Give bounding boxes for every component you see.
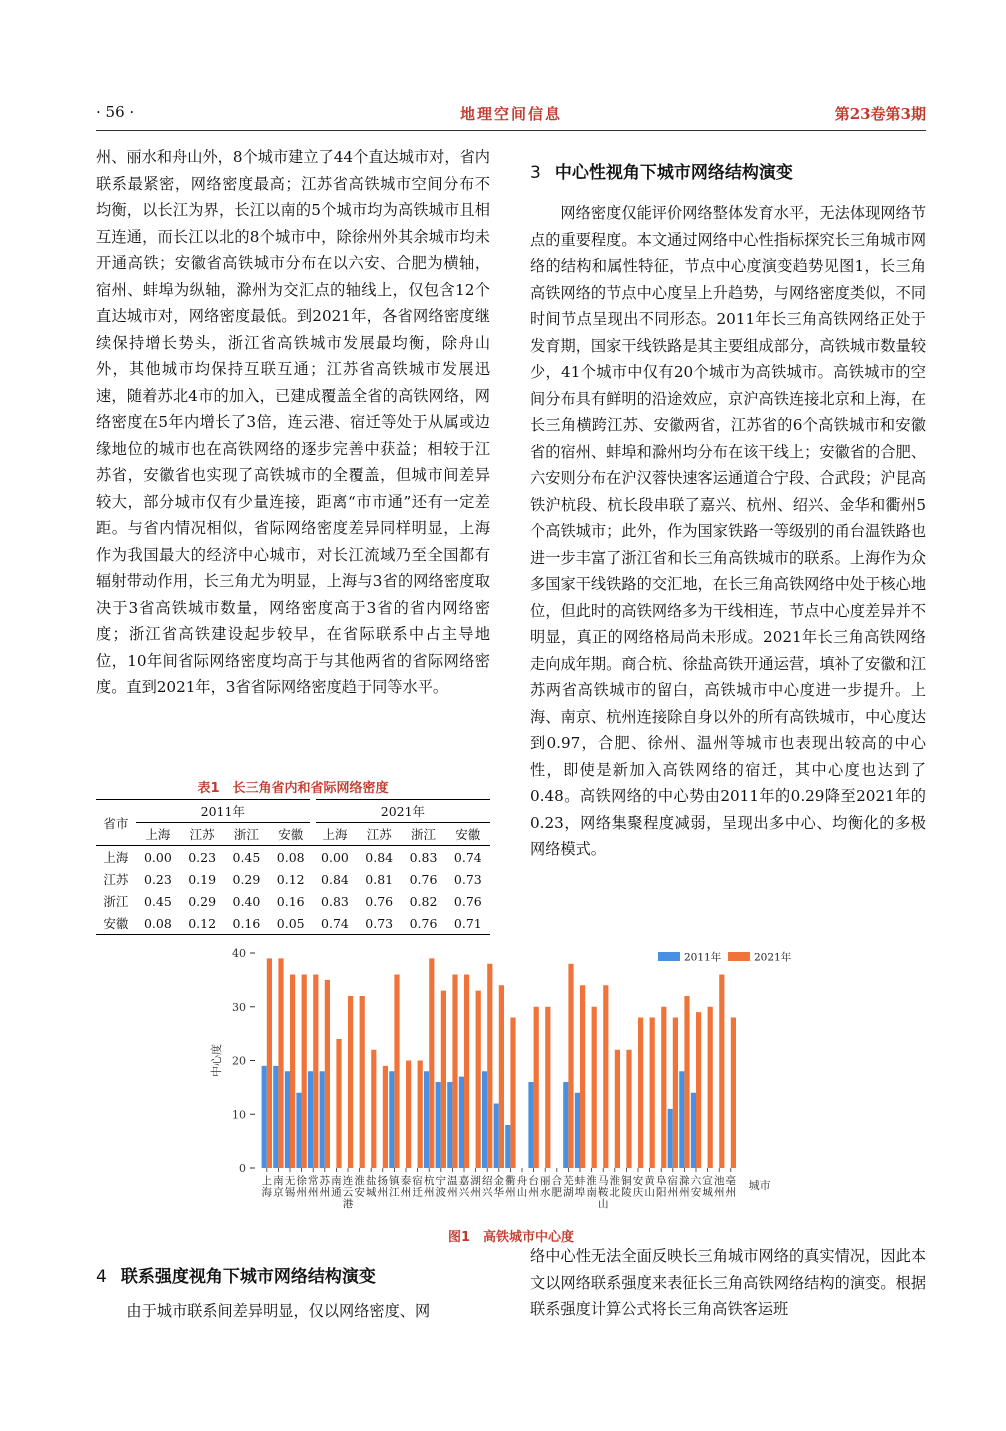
bar-2011 — [679, 1071, 684, 1168]
table-col-header: 上海 — [136, 823, 180, 846]
table-cell: 0.84 — [321, 871, 349, 887]
x-tick-label: 亳 — [725, 1175, 737, 1187]
legend-label: 2021年 — [754, 951, 792, 964]
x-tick-label: 无 — [284, 1175, 296, 1187]
x-tick-label: 山 — [516, 1186, 528, 1199]
table-cell: 0.73 — [453, 871, 482, 887]
x-tick-label: 南 — [331, 1175, 342, 1187]
table-cell: 0.84 — [365, 849, 394, 865]
x-tick-label: 州 — [528, 1186, 539, 1199]
bar-2021 — [394, 975, 399, 1169]
section-3-title: 中心性视角下城市网络结构演变 — [554, 163, 793, 183]
bar-2021 — [441, 991, 446, 1168]
table-col-header: 安徽 — [446, 823, 490, 846]
table-cell: 0.74 — [453, 849, 482, 865]
table-row — [96, 912, 490, 935]
x-tick-label: 州 — [725, 1186, 737, 1199]
x-tick-label: 温 — [447, 1175, 458, 1187]
x-tick-label: 安 — [632, 1175, 644, 1187]
bar-2021 — [278, 958, 283, 1168]
table-cell: 0.76 — [401, 912, 445, 935]
x-tick-label: 埠 — [574, 1186, 586, 1199]
bar-2011 — [494, 1104, 499, 1169]
table-year-2021: 2021年 — [313, 800, 490, 823]
x-tick-label: 州 — [470, 1186, 481, 1199]
x-tick-label: 山 — [597, 1198, 609, 1210]
x-tick-label: 衢 — [505, 1175, 516, 1187]
x-tick-label: 铜 — [621, 1175, 632, 1187]
table-cell: 0.12 — [180, 912, 224, 935]
x-tick-label: 兴 — [458, 1186, 470, 1199]
x-tick-label: 城 — [702, 1186, 713, 1199]
x-tick-label: 通 — [331, 1186, 342, 1199]
x-tick-label: 淮 — [586, 1175, 597, 1187]
bar-2011 — [447, 1082, 452, 1168]
bar-2021 — [731, 1018, 736, 1169]
x-tick-label: 六 — [690, 1175, 702, 1187]
x-tick-label: 海 — [261, 1186, 273, 1199]
x-tick-label: 华 — [493, 1186, 505, 1199]
bar-2021 — [603, 985, 608, 1168]
bar-2021 — [418, 1061, 423, 1169]
bar-2011 — [262, 1066, 267, 1168]
bar-2011 — [436, 1082, 441, 1168]
table-row-label: 上海 — [103, 850, 129, 865]
header-rule — [96, 130, 926, 131]
x-tick-label: 阳 — [655, 1186, 667, 1199]
figure-caption: 图1 高铁城市中心度 — [447, 1230, 575, 1245]
x-tick-label: 马 — [597, 1175, 609, 1187]
x-tick-label: 苏 — [319, 1175, 331, 1187]
bar-2021 — [696, 1012, 701, 1168]
x-tick-label: 连 — [342, 1175, 354, 1187]
bar-2021 — [661, 1007, 666, 1168]
table-col-header: 浙江 — [401, 823, 445, 846]
bar-2021 — [510, 1018, 515, 1169]
right-bottom-paragraph: 络中心性无法全面反映长三角城市网络的真实情况，因此本文以网络联系强度来表征长三角高铁网络结构的演变。根据联系强度计算公式将长三角高铁客运班 — [530, 1247, 926, 1318]
y-tick-label: 40 — [232, 947, 246, 960]
left-paragraph: 州、丽水和舟山外，8个城市建立了44个直达城市对，省内联系最紧密，网络密度最高；江苏省高铁城市空间分布不均衡，以长江为界，长江以南的5个城市均为高铁城市且相互连通，而长江以北的8个城市中，除徐州外其余城市均未开通高铁；安徽省高铁城市分布在以六安、合肥为横轴，宿州、蚌埠为纵轴，滁州为交汇点的轴线上，仅包含12个直达城市对，网络密度最低。到2021年，各省网络密度继续保持增长势头，浙江省高铁城市发展最均衡，除舟山外，其他城市均保持互联互通；江苏省高铁城市发展迅速，随着苏北4市的加入，已建成覆盖全省的高铁网络，网络密度在5年内增长了3倍，连云港、宿迁等处于从属或边缘地位的城市也在高铁网络的逐步完善中获益；相较于江苏省，安徽省也实现了高铁城市的全覆盖，但城市间差异较大，部分城市仅有少量连接，距离“市市通”还有一定差距。与省内情况相似，省际网络密度差异同样明显，上海作为我国最大的经济中心城市，对长江流域乃至全国都有辐射带动作用，长三角尤为明显，上海与3省的网络密度取决于3省高铁城市数量，网络密度高于3省的省内网络密度；浙江省高铁建设起步较早，在省际联系中占主导地位，10年间省际网络密度均高于与其他两省的省际网络密度。直到2021年，3省省际网络密度趋于同等水平。 — [96, 148, 490, 696]
x-tick-label: 水 — [539, 1186, 551, 1199]
legend-swatch — [728, 952, 750, 961]
x-tick-label: 杭 — [423, 1175, 435, 1187]
bar-2021 — [545, 1007, 550, 1168]
x-tick-label: 台 — [528, 1175, 539, 1187]
bar-2011 — [273, 1066, 278, 1168]
table-col-header: 上海 — [313, 823, 357, 846]
bar-2011 — [285, 1071, 290, 1168]
x-tick-label: 肥 — [551, 1186, 563, 1199]
x-tick-label: 州 — [679, 1186, 690, 1199]
bar-2021 — [267, 958, 272, 1168]
bar-2021 — [626, 1050, 631, 1168]
x-tick-label: 盐 — [365, 1175, 377, 1187]
bar-2021 — [615, 1050, 620, 1168]
x-tick-label: 黄 — [644, 1175, 655, 1187]
section-3-paragraph: 网络密度仅能评价网络整体发育水平，无法体现网络节点的重要程度。本文通过网络中心性指标探究长三角城市网络的结构和属性特征，节点中心度演变趋势见图1，长三角高铁网络的节点中心度呈上升趋势，与网络密度类似，不同时间节点呈现出不同形态。2011年长三角高铁网络正处于发育期，国家干线铁路是其主要组成部分，高铁城市数量较少，41个城市中仅有20个城市为高铁城市。高铁城市的空间分布具有鲜明的沿途效应，京沪高铁连接北京和上海，在长三角横跨江苏、安徽两省，江苏省的6个高铁城市和安徽省的宿州、蚌埠和滁州均分布在该干线上；安徽省的合肥、六安则分布在沪汉蓉快速客运通道合宁段、合武段；沪昆高铁沪杭段、杭长段串联了嘉兴、杭州、绍兴、金华和衢州5个高铁城市；此外，作为国家铁路一等级别的甬台温铁路也进一步丰富了浙江省和长三角高铁城市的联系。上海作为众多国家干线铁路的交汇地，在长三角高铁网络中处于核心地位，但此时的高铁网络多为干线相连，节点中心度差异并不明显，真正的网络格局尚未形成。2021年长三角高铁网络走向成年期。商合杭、徐盐高铁开通运营，填补了安徽和江苏两省高铁城市的留白，高铁城市中心度进一步提升。上海、南京、杭州连接除自身以外的所有高铁城市，中心度达到0.97，合肥、徐州、温州等城市也表现出较高的中心性，即使是新加入高铁网络的宿迁，其中心度也达到了0.48。高铁网络的中心势由2011年的0.29降至2021年的0.23，网络集聚程度减弱，呈现出多中心、均衡化的多极网络模式。 — [530, 204, 926, 858]
x-tick-label: 绍 — [481, 1175, 493, 1187]
table-cell: 0.83 — [409, 849, 438, 865]
table-cell: 0.29 — [188, 893, 217, 909]
table-cell: 0.45 — [232, 849, 261, 865]
section-4-title: 联系强度视角下城市网络结构演变 — [120, 1267, 376, 1287]
x-tick-label: 庆 — [632, 1186, 644, 1199]
bar-2021 — [452, 975, 457, 1169]
section-3-heading — [530, 158, 793, 183]
table-cell: 0.05 — [269, 912, 313, 935]
table-row-header: 省市 — [96, 800, 136, 846]
bar-2021 — [360, 996, 365, 1168]
x-tick-label: 嘉 — [458, 1175, 470, 1187]
table-row-label: 安徽 — [96, 912, 136, 935]
table-cell: 0.76 — [453, 893, 482, 909]
bar-2021 — [302, 975, 307, 1169]
table-cell: 0.12 — [276, 871, 305, 887]
y-axis-label: 中心度 — [210, 1044, 223, 1077]
table-cell: 0.81 — [365, 871, 394, 887]
x-tick-label: 锡 — [284, 1186, 296, 1199]
table-cell: 0.73 — [357, 912, 401, 935]
bar-2021 — [568, 964, 573, 1168]
x-tick-label: 常 — [307, 1175, 319, 1187]
bar-2021 — [592, 1007, 597, 1168]
table-cell: 0.40 — [232, 893, 261, 909]
x-axis-label: 城市 — [748, 1179, 771, 1192]
section-4-paragraph: 由于城市联系间差异明显，仅以网络密度、网 — [126, 1302, 431, 1320]
x-tick-label: 城 — [365, 1186, 377, 1199]
x-tick-label: 云 — [342, 1186, 354, 1199]
x-tick-label: 州 — [447, 1186, 458, 1199]
table-cell: 0.00 — [321, 849, 349, 865]
table-col-header: 江苏 — [180, 823, 224, 846]
x-tick-label: 鞍 — [597, 1186, 609, 1199]
x-tick-label: 镇 — [389, 1175, 400, 1187]
x-tick-label: 州 — [423, 1186, 435, 1199]
issue-label: 第23卷第3期 — [834, 105, 926, 123]
x-tick-label: 安 — [690, 1186, 702, 1199]
journal-title: 地理空间信息 — [460, 105, 563, 123]
x-tick-label: 池 — [713, 1175, 725, 1187]
x-tick-label: 州 — [296, 1186, 307, 1199]
bar-2011 — [563, 1082, 568, 1168]
x-tick-label: 合 — [551, 1175, 563, 1187]
x-tick-label: 金 — [493, 1175, 505, 1187]
centrality-bar-chart — [200, 940, 820, 1220]
table-col-header: 江苏 — [357, 823, 401, 846]
x-tick-label: 山 — [644, 1186, 655, 1199]
x-tick-label: 州 — [319, 1186, 331, 1199]
bar-2021 — [650, 1018, 655, 1169]
x-tick-label: 淮 — [609, 1175, 621, 1187]
bar-2021 — [290, 975, 295, 1169]
table-cell: 0.23 — [188, 849, 217, 865]
x-tick-label: 京 — [273, 1186, 284, 1199]
x-tick-label: 舟 — [516, 1175, 528, 1187]
table-row-label: 江苏 — [103, 872, 129, 887]
x-tick-label: 州 — [505, 1186, 516, 1199]
table-cell: 0.83 — [321, 893, 349, 909]
legend-label: 2011年 — [684, 951, 722, 964]
x-tick-label: 波 — [435, 1186, 447, 1199]
x-tick-label: 兴 — [481, 1186, 493, 1199]
bar-2021 — [325, 980, 330, 1168]
bar-2021 — [464, 975, 469, 1169]
table-col-header: 安徽 — [269, 823, 313, 846]
x-tick-label: 丽 — [539, 1175, 551, 1187]
x-tick-label: 上 — [261, 1175, 273, 1187]
x-tick-label: 州 — [377, 1186, 389, 1199]
section-4-heading — [96, 1262, 376, 1287]
bar-2021 — [534, 1007, 539, 1168]
table-row — [96, 868, 490, 890]
bar-2011 — [668, 1109, 673, 1168]
y-tick-label: 10 — [232, 1108, 246, 1122]
bar-2011 — [296, 1093, 301, 1168]
x-tick-label: 州 — [307, 1186, 319, 1199]
bar-2021 — [719, 975, 724, 1169]
x-tick-label: 芜 — [563, 1175, 574, 1187]
bar-2011 — [505, 1125, 510, 1168]
table-cell: 0.74 — [313, 912, 357, 935]
bar-2011 — [528, 1082, 533, 1168]
bar-2011 — [691, 1093, 696, 1168]
table-cell: 0.23 — [143, 871, 172, 887]
bar-2011 — [459, 1077, 464, 1168]
bar-2011 — [482, 1071, 487, 1168]
x-tick-label: 北 — [609, 1186, 621, 1199]
x-tick-label: 阜 — [655, 1175, 667, 1187]
section-3-number: 3 — [530, 163, 541, 183]
table-col-header: 浙江 — [224, 823, 268, 846]
bar-2011 — [308, 1071, 313, 1168]
bar-2021 — [429, 958, 434, 1168]
section-4-number: 4 — [96, 1267, 107, 1287]
table-row-label: 浙江 — [103, 894, 129, 909]
x-tick-label: 江 — [389, 1186, 400, 1199]
y-tick-label: 30 — [232, 1000, 246, 1014]
y-tick-label: 0 — [239, 1162, 246, 1175]
bar-2021 — [684, 996, 689, 1168]
table-caption: 表1 长三角省内和省际网络密度 — [197, 781, 389, 796]
x-tick-label: 南 — [273, 1175, 284, 1187]
table-row — [96, 846, 490, 869]
bar-2021 — [348, 996, 353, 1168]
table-year-2011: 2011年 — [136, 800, 313, 823]
x-tick-label: 湖 — [563, 1186, 574, 1199]
table-cell: 0.76 — [409, 871, 438, 887]
x-tick-label: 安 — [354, 1186, 365, 1199]
table-cell: 0.71 — [446, 912, 490, 935]
table-cell: 0.16 — [276, 893, 305, 909]
page-number: · 56 · — [96, 103, 135, 121]
x-tick-label: 州 — [713, 1186, 725, 1199]
x-tick-label: 蚌 — [574, 1175, 586, 1187]
x-tick-label: 扬 — [377, 1175, 389, 1187]
bar-2011 — [320, 1071, 325, 1168]
bar-2011 — [424, 1071, 429, 1168]
table-cell: 0.00 — [143, 849, 172, 865]
bar-2021 — [499, 985, 504, 1168]
bar-2021 — [580, 985, 585, 1168]
x-tick-label: 宣 — [702, 1175, 713, 1187]
table-cell: 0.16 — [224, 912, 268, 935]
table-cell: 0.08 — [136, 912, 180, 935]
bar-2021 — [673, 1018, 678, 1169]
x-tick-label: 州 — [400, 1186, 412, 1199]
bar-2021 — [487, 964, 492, 1168]
legend-swatch — [658, 952, 680, 961]
bar-2021 — [383, 1066, 388, 1168]
table-cell: 0.45 — [143, 893, 172, 909]
x-tick-label: 宿 — [412, 1175, 423, 1187]
x-tick-label: 迁 — [412, 1186, 423, 1199]
x-tick-label: 陵 — [621, 1186, 632, 1199]
table-cell: 0.19 — [188, 871, 217, 887]
bar-2021 — [336, 1039, 341, 1168]
x-tick-label: 州 — [667, 1186, 679, 1199]
bar-2021 — [406, 1061, 411, 1169]
table-cell: 0.76 — [365, 893, 394, 909]
table-cell: 0.08 — [276, 849, 305, 865]
x-tick-label: 泰 — [400, 1175, 412, 1187]
bar-2011 — [575, 1093, 580, 1168]
table-row — [96, 890, 490, 912]
table-cell: 0.29 — [232, 871, 261, 887]
x-tick-label: 宁 — [435, 1175, 447, 1187]
x-tick-label: 南 — [586, 1186, 597, 1199]
x-tick-label: 淮 — [354, 1175, 365, 1187]
bar-2021 — [476, 991, 481, 1168]
x-tick-label: 宿 — [667, 1175, 679, 1187]
bar-2021 — [638, 1018, 643, 1169]
bar-2021 — [313, 975, 318, 1169]
y-tick-label: 20 — [232, 1054, 246, 1068]
density-table — [96, 799, 490, 935]
x-tick-label: 徐 — [296, 1175, 307, 1187]
table-cell: 0.82 — [409, 893, 438, 909]
bar-2011 — [389, 1071, 394, 1168]
bar-2021 — [371, 1050, 376, 1168]
x-tick-label: 港 — [342, 1198, 354, 1210]
x-tick-label: 湖 — [470, 1175, 481, 1187]
bar-2021 — [708, 1007, 713, 1168]
x-tick-label: 滁 — [679, 1175, 690, 1187]
